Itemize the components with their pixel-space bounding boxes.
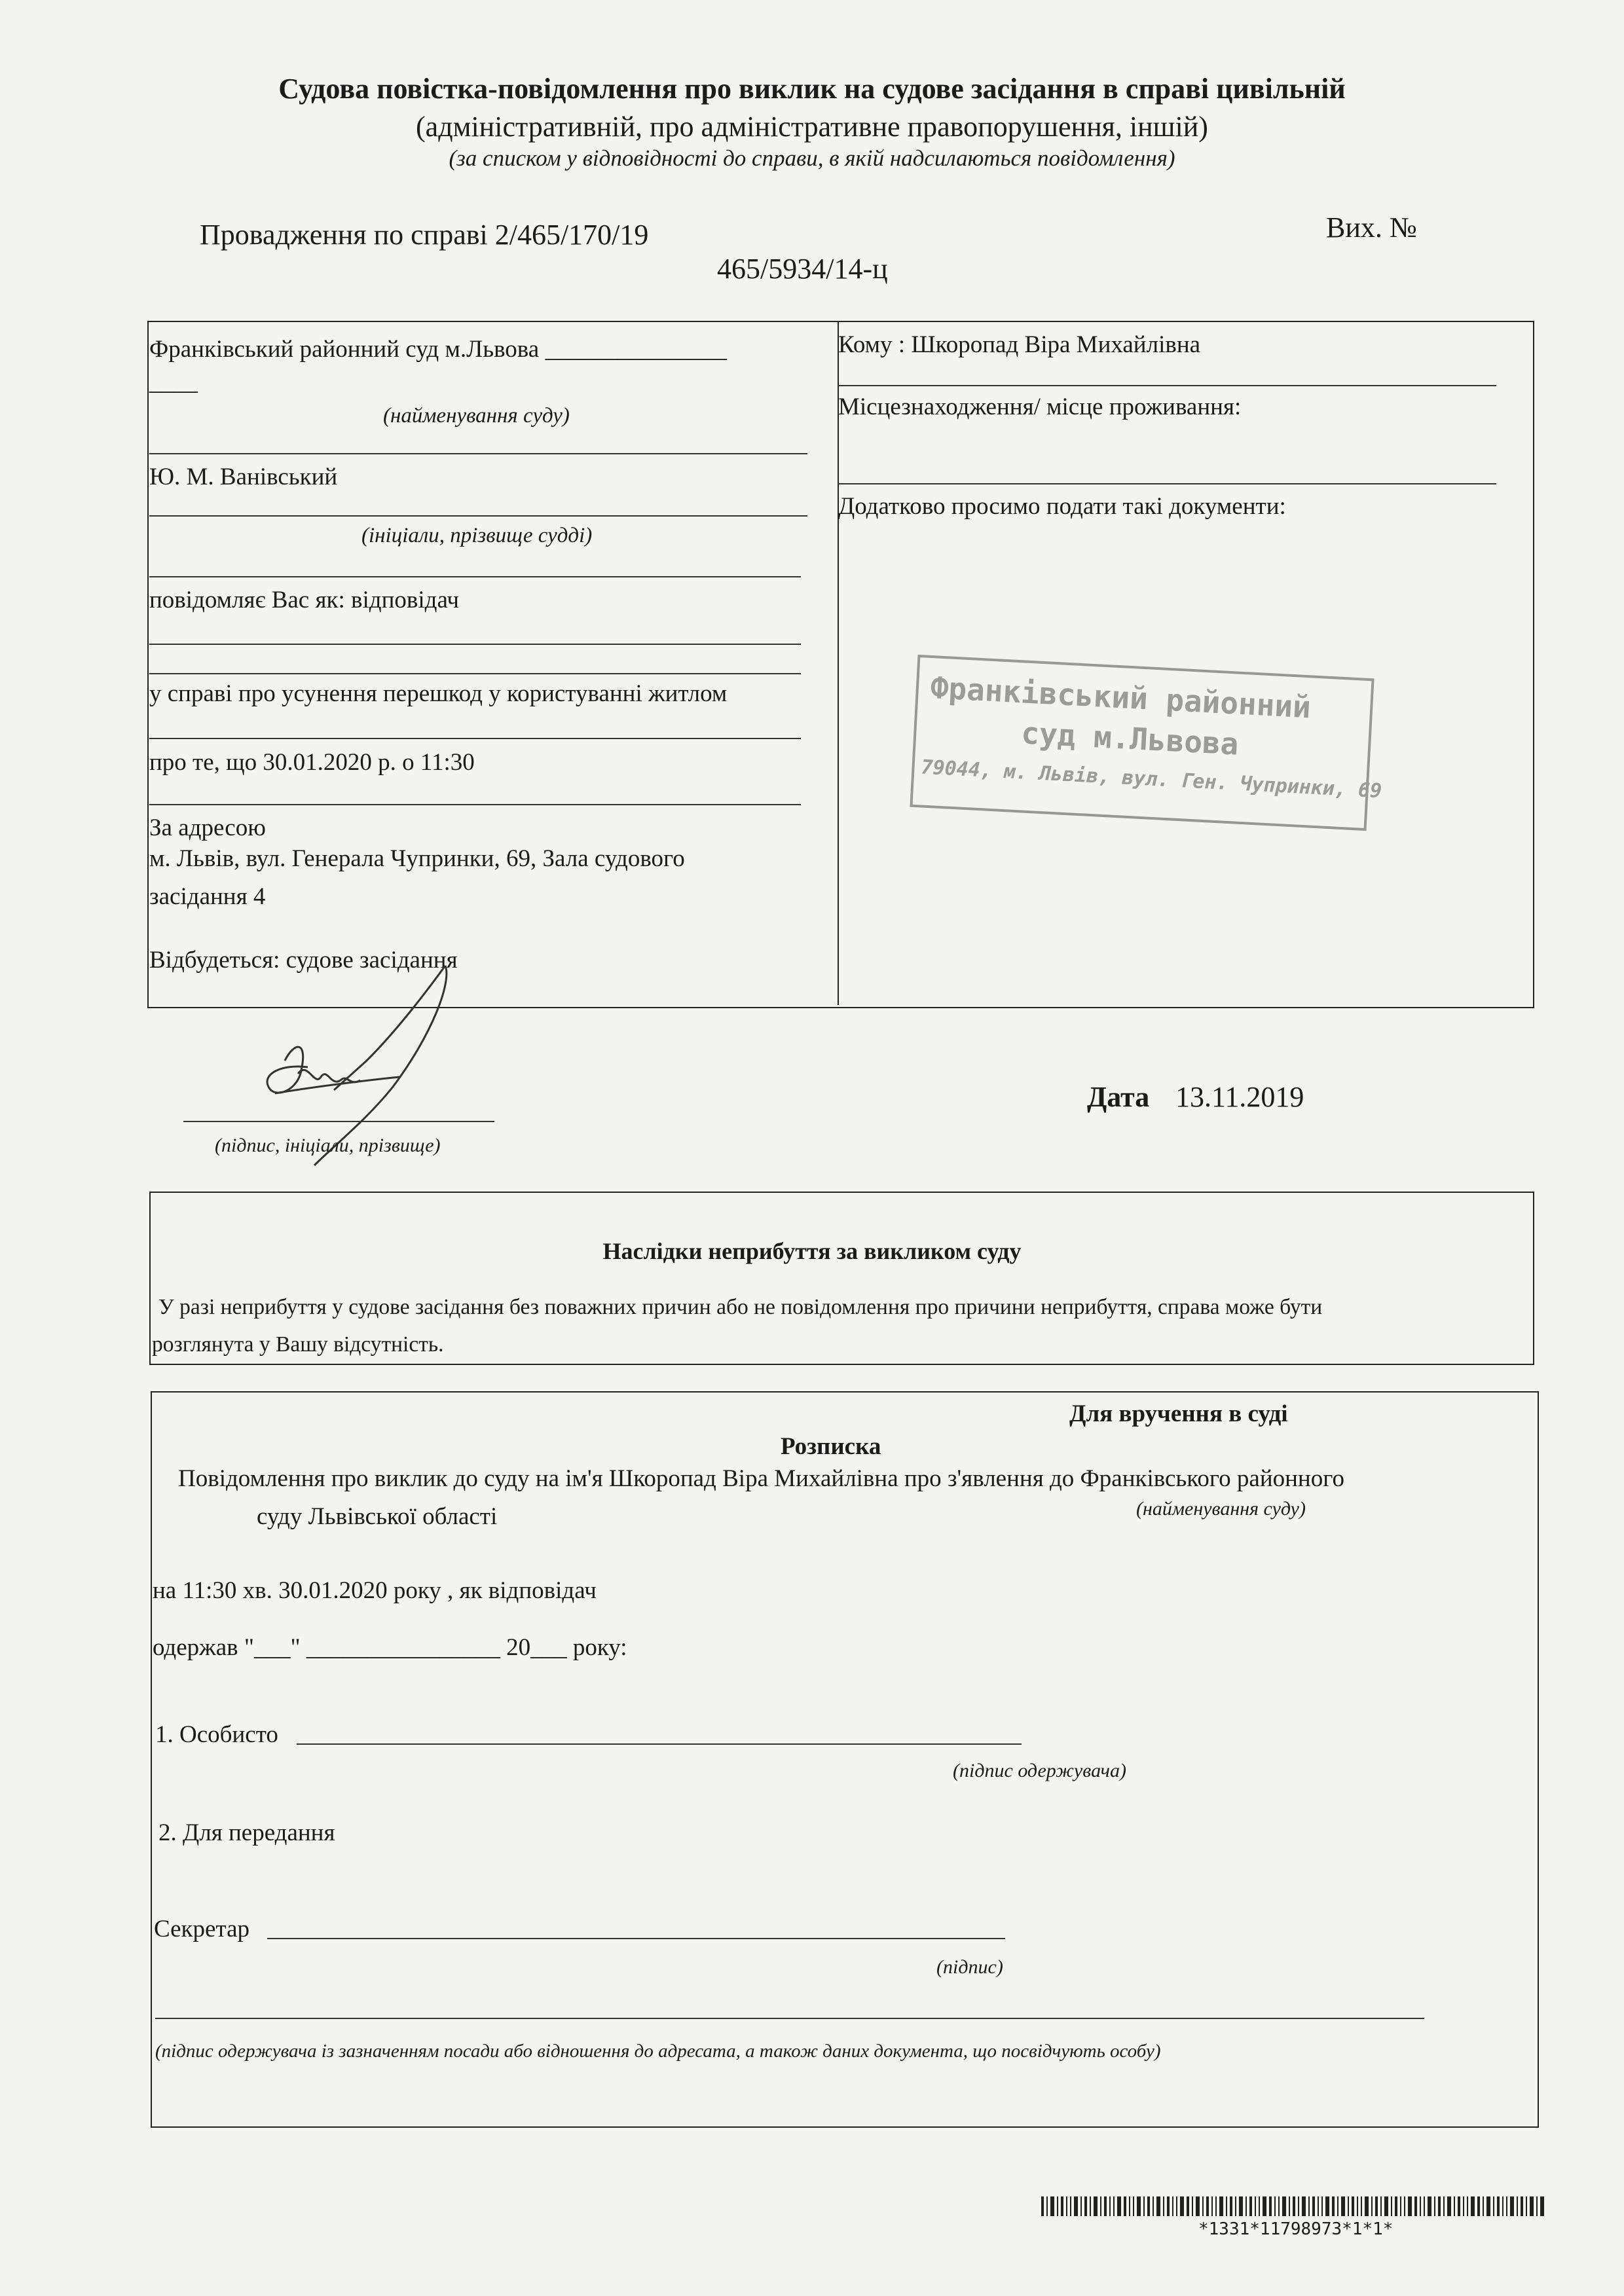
- divider-line: [149, 576, 801, 577]
- for-court-delivery: Для вручення в суді: [1069, 1400, 1288, 1427]
- divider-line: [149, 738, 801, 739]
- divider-line: [149, 673, 801, 674]
- barcode-number: *1331*11798973*1*1*: [1198, 2219, 1393, 2239]
- additional-documents-label: Додатково просимо подати такі документи:: [838, 493, 1286, 520]
- signature-line: [183, 1121, 494, 1122]
- court-stamp: [910, 655, 1382, 831]
- consequences-heading: Наслідки неприбуття за викликом суду: [602, 1238, 1022, 1264]
- address-line-2: засідання 4: [149, 883, 266, 910]
- divider-line: [838, 483, 1496, 484]
- document-title: Судова повістка-повідомлення про виклик на судове засідання в справі цивільній: [278, 73, 1346, 105]
- document-subtitle: (адміністративній, про адміністративне правопорушення, іншій): [416, 111, 1208, 143]
- court-caption: (найменування суду): [383, 404, 570, 428]
- transfer-label: 2. Для передання: [158, 1819, 335, 1846]
- date-label: Дата: [1087, 1081, 1150, 1113]
- summons-box: [147, 321, 1534, 1008]
- receipt-footer-caption: (підпис одержувача із зазначенням посади або відношення до адресата, а також даних документа, що посвідчують особу): [155, 2041, 1161, 2062]
- case-number: 465/5934/14-ц: [717, 253, 888, 285]
- personally-signature-line: [297, 1743, 1022, 1745]
- date-value: 13.11.2019: [1175, 1081, 1304, 1113]
- receipt-line-2: суду Львівської області: [257, 1503, 498, 1530]
- personally-label: 1. Особисто: [155, 1721, 278, 1748]
- document-note: (за списком у відповідності до справи, в якій надсилаються повідомлення): [449, 145, 1175, 171]
- secretary-label: Секретар: [154, 1916, 249, 1942]
- address-line-1: м. Львів, вул. Генерала Чупринки, 69, Зала судового: [149, 845, 685, 872]
- notify-role: повідомляє Вас як: відповідач: [149, 587, 459, 613]
- proceeding-number: Провадження по справі 2/465/170/19: [200, 219, 649, 251]
- secretary-signature-caption: (підпис): [936, 1956, 1003, 1978]
- recipient-signature-caption: (підпис одержувача): [953, 1760, 1126, 1781]
- column-divider: [838, 321, 839, 1005]
- stamp-line-2: суд м.Львова: [1020, 715, 1240, 762]
- case-subject: у справі про усунення перешкод у користуванні житлом: [149, 680, 728, 707]
- court-name-cont: ____: [149, 369, 198, 395]
- judge-name: Ю. М. Ванівський: [149, 464, 338, 490]
- signature-caption: (підпис, ініціали, прізвище): [215, 1135, 441, 1156]
- court-name: Франківський районний суд м.Львова _______________: [149, 336, 727, 363]
- divider-line: [149, 644, 801, 645]
- event-type: Відбудеться: судове засідання: [149, 947, 458, 974]
- consequences-text-2: розглянута у Вашу відсутність.: [152, 1332, 444, 1357]
- consequences-text-1: У разі неприбуття у судове засідання без поважних причин або не повідомлення про причини неприбуття, справа може бути: [158, 1295, 1323, 1319]
- receipt-heading: Розписка: [781, 1433, 881, 1460]
- receipt-court-caption: (найменування суду): [1136, 1498, 1306, 1520]
- judge-caption: (ініціали, прізвище судді): [361, 524, 593, 547]
- recipient-name: Кому : Шкоропад Віра Михайлівна: [838, 331, 1201, 358]
- divider-line: [149, 804, 801, 805]
- divider-line: [149, 453, 807, 454]
- receipt-time-line: на 11:30 хв. 30.01.2020 року , як відповідач: [153, 1577, 597, 1604]
- stamp-line-1: Франківський районний: [929, 670, 1312, 725]
- stamp-line-3: 79044, м. Львів, вул. Ген. Чупринки, 69: [920, 756, 1382, 803]
- outgoing-number-label: Вих. №: [1326, 211, 1417, 244]
- hearing-datetime: про те, що 30.01.2020 р. о 11:30: [149, 749, 475, 776]
- receipt-line-1: Повідомлення про виклик до суду на ім'я Шкоропад Віра Михайлівна про з'явлення до Франківського районного: [178, 1465, 1344, 1492]
- divider-line: [149, 515, 807, 517]
- divider-line: [838, 385, 1496, 386]
- barcode: [1041, 2196, 1545, 2216]
- recipient-location-label: Місцезнаходження/ місце проживання:: [838, 393, 1242, 420]
- recipient-details-line: [155, 2018, 1424, 2019]
- address-label: За адресою: [149, 814, 266, 841]
- secretary-signature-line: [267, 1938, 1005, 1939]
- received-date-line: одержав "___" ________________ 20___ року:: [153, 1634, 627, 1661]
